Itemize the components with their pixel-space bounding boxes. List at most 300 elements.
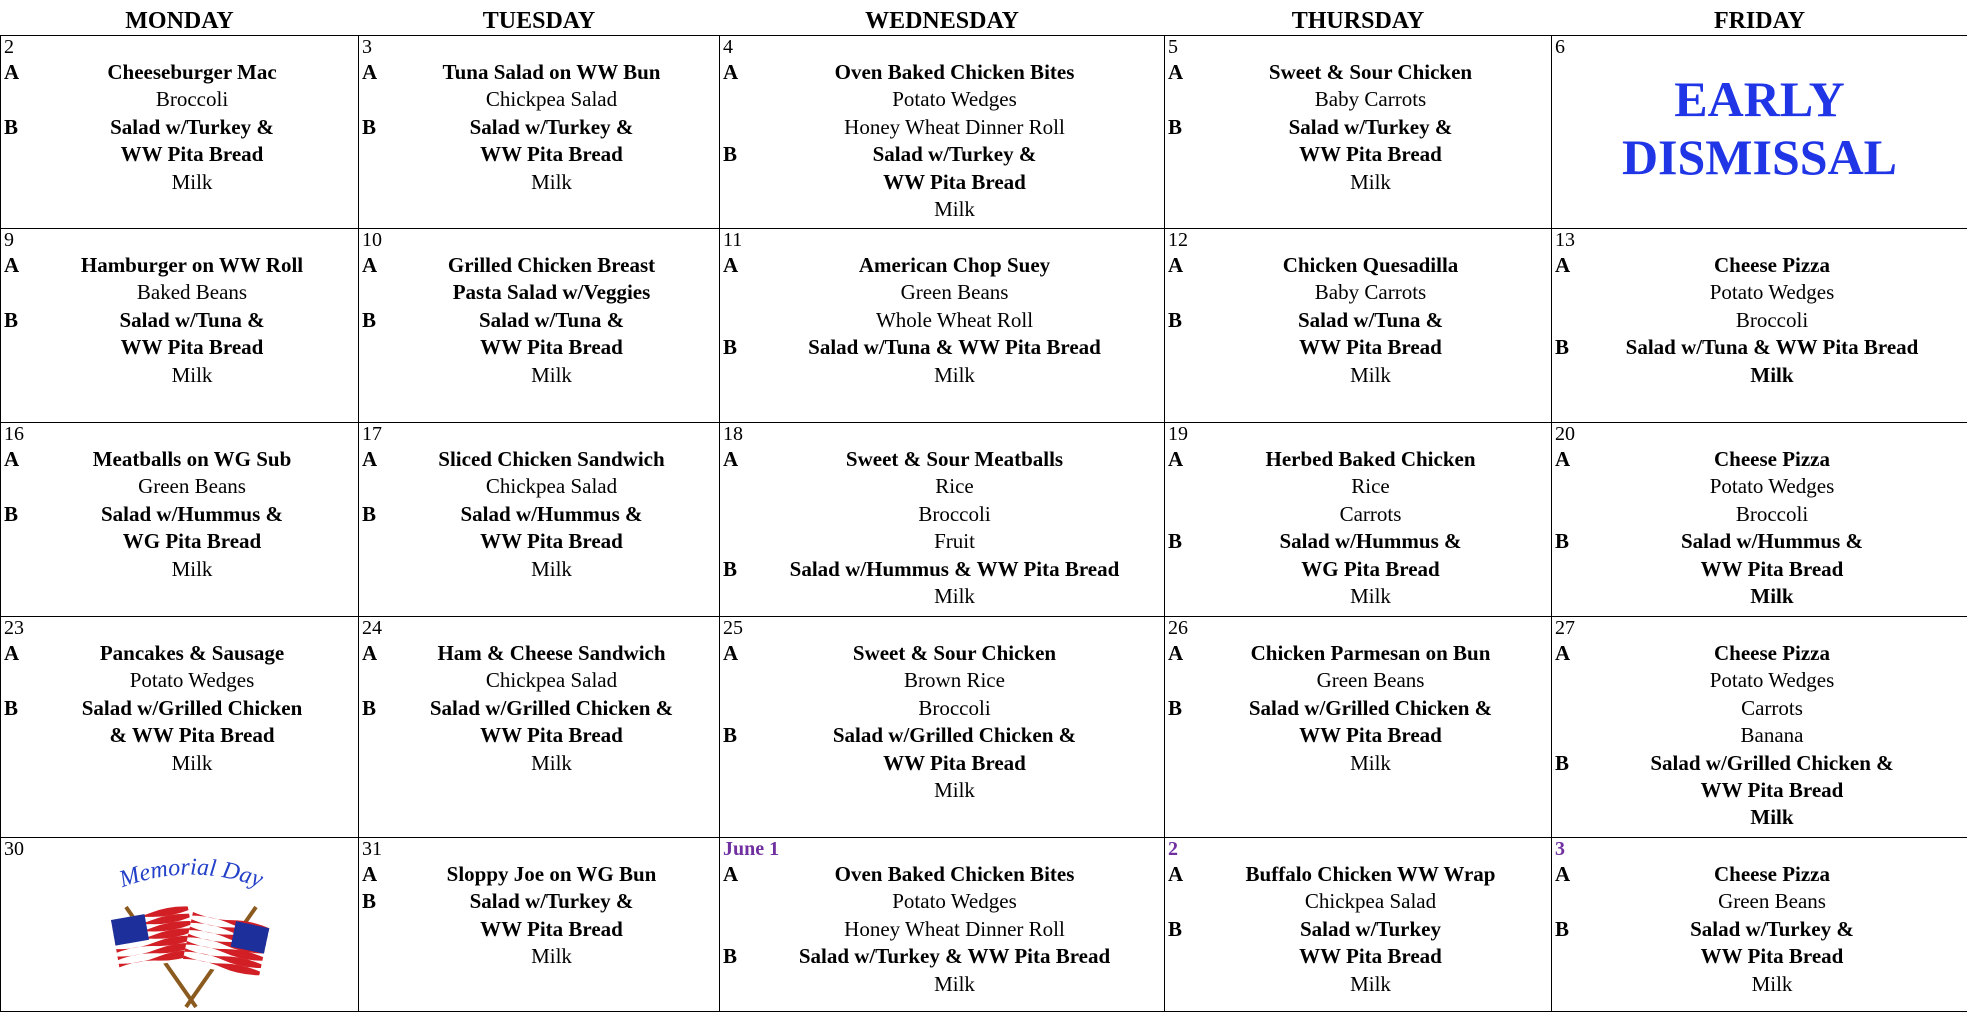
menu-line — [359, 556, 719, 583]
week-row — [1, 229, 1967, 423]
day-number: 31 — [359, 838, 719, 861]
day-cell — [359, 229, 720, 423]
day-cell — [720, 36, 1165, 229]
menu-item: Ham & Cheese Sandwich — [388, 640, 719, 667]
menu-item: Baby Carrots — [1194, 279, 1551, 306]
menu-item: Chicken Quesadilla — [1194, 252, 1551, 279]
menu-line — [720, 528, 1164, 555]
day-number: 4 — [720, 36, 1164, 59]
option-marker: B — [1165, 916, 1194, 943]
week-row — [1, 36, 1967, 229]
menu-line — [1552, 777, 1967, 804]
menu-item: Potato Wedges — [1581, 473, 1967, 500]
menu-item: Milk — [30, 169, 358, 196]
option-marker: B — [1552, 528, 1581, 555]
menu-item: WW Pita Bread — [1581, 943, 1967, 970]
menu-item: Chickpea Salad — [388, 86, 719, 113]
day-number: 12 — [1165, 229, 1551, 252]
menu-line — [1, 307, 358, 334]
day-cell — [1552, 36, 1967, 229]
menu-item: Milk — [749, 196, 1164, 223]
menu-item: Sloppy Joe on WG Bun — [388, 861, 719, 888]
menu-item: Oven Baked Chicken Bites — [749, 59, 1164, 86]
menu-item: WW Pita Bread — [1194, 141, 1551, 168]
week-row — [1, 423, 1967, 617]
day-cell — [1, 229, 359, 423]
option-marker: A — [1552, 861, 1581, 888]
menu-item: Meatballs on WG Sub — [30, 446, 358, 473]
menu-item: WW Pita Bread — [388, 722, 719, 749]
menu-line — [359, 279, 719, 306]
day-number: 3 — [359, 36, 719, 59]
menu-item: Salad w/Turkey & — [388, 114, 719, 141]
menu-item: Honey Wheat Dinner Roll — [749, 114, 1164, 141]
menu-item: Tuna Salad on WW Bun — [388, 59, 719, 86]
menu-line — [1552, 804, 1967, 831]
menu-line — [359, 362, 719, 389]
menu-line — [1165, 583, 1551, 610]
menu-item: Milk — [1581, 804, 1967, 831]
menu-item: Milk — [1194, 583, 1551, 610]
menu-line — [1552, 695, 1967, 722]
header-monday: MONDAY — [1, 0, 359, 36]
menu-item: Potato Wedges — [30, 667, 358, 694]
option-marker: B — [720, 334, 749, 361]
menu-item: Salad w/Tuna & — [388, 307, 719, 334]
menu-item: & WW Pita Bread — [30, 722, 358, 749]
option-marker: A — [1165, 252, 1194, 279]
day-number: 23 — [1, 617, 358, 640]
menu-item: Brown Rice — [749, 667, 1164, 694]
menu-item: WW Pita Bread — [30, 334, 358, 361]
menu-line — [720, 334, 1164, 361]
menu-line — [720, 141, 1164, 168]
menu-line — [1552, 362, 1967, 389]
option-marker: A — [1552, 252, 1581, 279]
menu-item: Green Beans — [1194, 667, 1551, 694]
option-marker: A — [1, 446, 30, 473]
menu-line — [720, 362, 1164, 389]
menu-item: Milk — [1581, 971, 1967, 998]
menu-item: Milk — [1194, 971, 1551, 998]
menu-item: Green Beans — [30, 473, 358, 500]
menu-line — [1, 528, 358, 555]
option-marker: A — [1552, 640, 1581, 667]
menu-item: Pancakes & Sausage — [30, 640, 358, 667]
menu-item: Potato Wedges — [1581, 279, 1967, 306]
menu-item: Milk — [1194, 362, 1551, 389]
menu-line — [1165, 971, 1551, 998]
day-number: June 1 — [720, 838, 1164, 861]
menu-line — [1165, 169, 1551, 196]
menu-item: Salad w/Hummus & — [1194, 528, 1551, 555]
menu-line — [1, 141, 358, 168]
menu-line — [720, 640, 1164, 667]
menu-item: WW Pita Bread — [1194, 943, 1551, 970]
menu-line — [359, 252, 719, 279]
svg-text:Memorial Day: Memorial Day — [115, 854, 266, 893]
menu-line — [1165, 252, 1551, 279]
menu-line — [1165, 640, 1551, 667]
menu-item: Cheeseburger Mac — [30, 59, 358, 86]
menu-line — [720, 777, 1164, 804]
option-marker: B — [1165, 528, 1194, 555]
option-marker: B — [1165, 307, 1194, 334]
menu-line — [359, 501, 719, 528]
menu-item: WG Pita Bread — [30, 528, 358, 555]
menu-line — [359, 528, 719, 555]
option-marker: B — [359, 695, 388, 722]
menu-line — [1552, 888, 1967, 915]
menu-item: Potato Wedges — [749, 86, 1164, 113]
menu-line — [720, 971, 1164, 998]
header-friday: FRIDAY — [1552, 0, 1967, 36]
menu-item: Milk — [30, 556, 358, 583]
menu-line — [359, 473, 719, 500]
menu-line — [1, 695, 358, 722]
menu-item: Salad w/Hummus & — [388, 501, 719, 528]
menu-line — [720, 916, 1164, 943]
menu-line — [720, 861, 1164, 888]
day-cell — [1552, 423, 1967, 617]
menu-item: Milk — [388, 750, 719, 777]
menu-item: Milk — [749, 362, 1164, 389]
menu-line — [359, 86, 719, 113]
option-marker: A — [720, 446, 749, 473]
menu-line — [1, 169, 358, 196]
menu-item: WW Pita Bread — [388, 528, 719, 555]
day-cell — [1, 423, 359, 617]
day-number: 13 — [1552, 229, 1967, 252]
day-number: 17 — [359, 423, 719, 446]
menu-line — [1165, 473, 1551, 500]
menu-item: Rice — [749, 473, 1164, 500]
menu-line — [1165, 695, 1551, 722]
menu-line — [1165, 722, 1551, 749]
menu-line — [359, 667, 719, 694]
menu-item: Salad w/Turkey & — [388, 888, 719, 915]
menu-item: Milk — [388, 169, 719, 196]
option-marker: B — [1552, 750, 1581, 777]
option-marker: B — [359, 888, 388, 915]
option-marker: B — [1, 114, 30, 141]
menu-line — [1165, 59, 1551, 86]
option-marker: A — [359, 446, 388, 473]
menu-line — [1, 86, 358, 113]
menu-item: Green Beans — [1581, 888, 1967, 915]
menu-line — [1552, 583, 1967, 610]
menu-line — [1552, 334, 1967, 361]
menu-line — [720, 501, 1164, 528]
day-cell — [1165, 36, 1552, 229]
menu-line — [1552, 943, 1967, 970]
menu-line — [720, 279, 1164, 306]
menu-item: Cheese Pizza — [1581, 640, 1967, 667]
day-number: 10 — [359, 229, 719, 252]
menu-line — [359, 750, 719, 777]
header-tuesday: TUESDAY — [359, 0, 720, 36]
menu-item: Broccoli — [1581, 307, 1967, 334]
option-marker: A — [359, 640, 388, 667]
menu-item: Baked Beans — [30, 279, 358, 306]
menu-line — [359, 861, 719, 888]
day-number: 11 — [720, 229, 1164, 252]
menu-line — [1165, 943, 1551, 970]
option-marker: B — [359, 501, 388, 528]
menu-line — [1165, 307, 1551, 334]
menu-line — [1552, 640, 1967, 667]
menu-item: Broccoli — [749, 695, 1164, 722]
menu-line — [359, 916, 719, 943]
menu-line — [359, 943, 719, 970]
menu-line — [720, 888, 1164, 915]
menu-line — [359, 640, 719, 667]
menu-line — [1, 334, 358, 361]
menu-item: Honey Wheat Dinner Roll — [749, 916, 1164, 943]
menu-line — [1552, 667, 1967, 694]
menu-line — [1165, 916, 1551, 943]
menu-line — [1, 279, 358, 306]
header-wednesday: WEDNESDAY — [720, 0, 1165, 36]
menu-item: Green Beans — [749, 279, 1164, 306]
menu-line — [1165, 362, 1551, 389]
menu-line — [720, 667, 1164, 694]
menu-item: Milk — [1194, 169, 1551, 196]
menu-item: Cheese Pizza — [1581, 861, 1967, 888]
menu-item: Sliced Chicken Sandwich — [388, 446, 719, 473]
menu-item: WW Pita Bread — [388, 334, 719, 361]
option-marker: B — [1, 307, 30, 334]
option-marker: A — [1, 640, 30, 667]
menu-line — [1165, 861, 1551, 888]
early-dismissal-notice: EARLY DISMISSAL — [1552, 70, 1967, 186]
menu-line — [359, 141, 719, 168]
menu-item: Salad w/Grilled Chicken & — [749, 722, 1164, 749]
menu-item: Salad w/Turkey & — [749, 141, 1164, 168]
day-number: 3 — [1552, 838, 1967, 861]
menu-item: American Chop Suey — [749, 252, 1164, 279]
day-number: 18 — [720, 423, 1164, 446]
day-number: 25 — [720, 617, 1164, 640]
day-cell — [720, 423, 1165, 617]
menu-item: Banana — [1581, 722, 1967, 749]
menu-line — [1552, 971, 1967, 998]
menu-line — [1552, 916, 1967, 943]
menu-item: Cheese Pizza — [1581, 446, 1967, 473]
menu-line — [1165, 750, 1551, 777]
menu-item: Salad w/Hummus & WW Pita Bread — [749, 556, 1164, 583]
menu-item: Salad w/Turkey & — [1194, 114, 1551, 141]
menu-item: Chickpea Salad — [388, 667, 719, 694]
menu-item: Chickpea Salad — [1194, 888, 1551, 915]
day-cell — [1165, 423, 1552, 617]
day-cell — [1, 36, 359, 229]
menu-line — [359, 446, 719, 473]
menu-line — [720, 196, 1164, 223]
day-cell — [1552, 617, 1967, 838]
menu-item: Salad w/Grilled Chicken & — [1194, 695, 1551, 722]
option-marker: A — [1165, 861, 1194, 888]
menu-item: Chickpea Salad — [388, 473, 719, 500]
day-number: 27 — [1552, 617, 1967, 640]
menu-item: WW Pita Bread — [1194, 722, 1551, 749]
option-marker: A — [720, 861, 749, 888]
option-marker: B — [1552, 334, 1581, 361]
menu-item: Herbed Baked Chicken — [1194, 446, 1551, 473]
menu-item: Rice — [1194, 473, 1551, 500]
menu-item: Milk — [30, 362, 358, 389]
menu-line — [720, 59, 1164, 86]
menu-item: Baby Carrots — [1194, 86, 1551, 113]
menu-line — [720, 943, 1164, 970]
menu-item: Salad w/Turkey & — [30, 114, 358, 141]
menu-item: Grilled Chicken Breast — [388, 252, 719, 279]
day-number: 2 — [1165, 838, 1551, 861]
menu-item: Milk — [388, 943, 719, 970]
menu-line — [1165, 446, 1551, 473]
menu-item: Salad w/Grilled Chicken & — [1581, 750, 1967, 777]
menu-line — [720, 750, 1164, 777]
menu-line — [1552, 556, 1967, 583]
menu-item: Milk — [1581, 583, 1967, 610]
menu-line — [359, 114, 719, 141]
menu-line — [1552, 307, 1967, 334]
menu-item: Milk — [1194, 750, 1551, 777]
menu-item: Pasta Salad w/Veggies — [388, 279, 719, 306]
option-marker: B — [1165, 114, 1194, 141]
menu-item: Salad w/Turkey & — [1581, 916, 1967, 943]
option-marker: A — [1, 252, 30, 279]
option-marker: A — [1165, 59, 1194, 86]
menu-line — [359, 307, 719, 334]
option-marker: A — [359, 252, 388, 279]
menu-item: Milk — [749, 777, 1164, 804]
menu-item: Broccoli — [30, 86, 358, 113]
option-marker: B — [720, 141, 749, 168]
day-number: 9 — [1, 229, 358, 252]
menu-line — [1, 59, 358, 86]
menu-line — [720, 556, 1164, 583]
week-row — [1, 617, 1967, 838]
menu-item: WW Pita Bread — [388, 916, 719, 943]
day-number: 5 — [1165, 36, 1551, 59]
day-cell — [1552, 838, 1967, 1012]
menu-line — [1, 362, 358, 389]
day-number: 30 — [1, 838, 358, 861]
menu-item: Carrots — [1194, 501, 1551, 528]
menu-line — [720, 446, 1164, 473]
menu-line — [1552, 861, 1967, 888]
menu-line — [720, 252, 1164, 279]
menu-line — [1, 722, 358, 749]
day-cell — [359, 838, 720, 1012]
option-marker: B — [359, 114, 388, 141]
day-cell — [359, 36, 720, 229]
menu-line — [1, 114, 358, 141]
menu-line — [720, 86, 1164, 113]
menu-item: Milk — [1581, 362, 1967, 389]
menu-line — [1165, 556, 1551, 583]
menu-item: Salad w/Hummus & — [30, 501, 358, 528]
menu-line — [1165, 528, 1551, 555]
option-marker: B — [1, 695, 30, 722]
menu-line — [1552, 750, 1967, 777]
week-row — [1, 838, 1967, 1012]
menu-item: Salad w/Tuna & WW Pita Bread — [1581, 334, 1967, 361]
day-cell — [1165, 838, 1552, 1012]
menu-line — [720, 695, 1164, 722]
menu-line — [1165, 888, 1551, 915]
menu-line — [1, 667, 358, 694]
day-number: 16 — [1, 423, 358, 446]
menu-line — [1165, 501, 1551, 528]
menu-item: Carrots — [1581, 695, 1967, 722]
memorial-day-flags-image — [71, 842, 311, 1012]
day-cell — [720, 838, 1165, 1012]
menu-item: Milk — [749, 971, 1164, 998]
menu-item: WW Pita Bread — [749, 750, 1164, 777]
menu-line — [720, 169, 1164, 196]
menu-item: Salad w/Turkey & WW Pita Bread — [749, 943, 1164, 970]
day-number: 26 — [1165, 617, 1551, 640]
menu-item: Sweet & Sour Chicken — [1194, 59, 1551, 86]
option-marker: B — [720, 943, 749, 970]
menu-line — [1, 556, 358, 583]
menu-item: WG Pita Bread — [1194, 556, 1551, 583]
option-marker: A — [720, 59, 749, 86]
menu-line — [1165, 114, 1551, 141]
menu-line — [1552, 279, 1967, 306]
menu-line — [359, 722, 719, 749]
menu-item: Cheese Pizza — [1581, 252, 1967, 279]
header-thursday: THURSDAY — [1165, 0, 1552, 36]
menu-item: Sweet & Sour Meatballs — [749, 446, 1164, 473]
menu-line — [1552, 473, 1967, 500]
menu-line — [1, 501, 358, 528]
menu-line — [1165, 141, 1551, 168]
option-marker: A — [1, 59, 30, 86]
option-marker: B — [1552, 916, 1581, 943]
menu-item: WW Pita Bread — [388, 141, 719, 168]
menu-item: Broccoli — [749, 501, 1164, 528]
option-marker: A — [359, 59, 388, 86]
menu-line — [1552, 501, 1967, 528]
day-cell — [359, 617, 720, 838]
menu-item: Milk — [388, 362, 719, 389]
weekday-header-row — [1, 0, 1967, 36]
menu-line — [1, 446, 358, 473]
menu-item: Sweet & Sour Chicken — [749, 640, 1164, 667]
day-number: 2 — [1, 36, 358, 59]
option-marker: B — [720, 722, 749, 749]
menu-line — [1552, 528, 1967, 555]
menu-line — [359, 334, 719, 361]
day-number: 24 — [359, 617, 719, 640]
menu-item: Buffalo Chicken WW Wrap — [1194, 861, 1551, 888]
menu-item: Salad w/Hummus & — [1581, 528, 1967, 555]
option-marker: A — [359, 861, 388, 888]
menu-item: Hamburger on WW Roll — [30, 252, 358, 279]
day-number: 19 — [1165, 423, 1551, 446]
menu-line — [720, 473, 1164, 500]
day-cell — [1165, 229, 1552, 423]
menu-item: Oven Baked Chicken Bites — [749, 861, 1164, 888]
menu-item: Chicken Parmesan on Bun — [1194, 640, 1551, 667]
option-marker: B — [359, 307, 388, 334]
menu-line — [1, 473, 358, 500]
menu-line — [1165, 86, 1551, 113]
menu-line — [1, 252, 358, 279]
